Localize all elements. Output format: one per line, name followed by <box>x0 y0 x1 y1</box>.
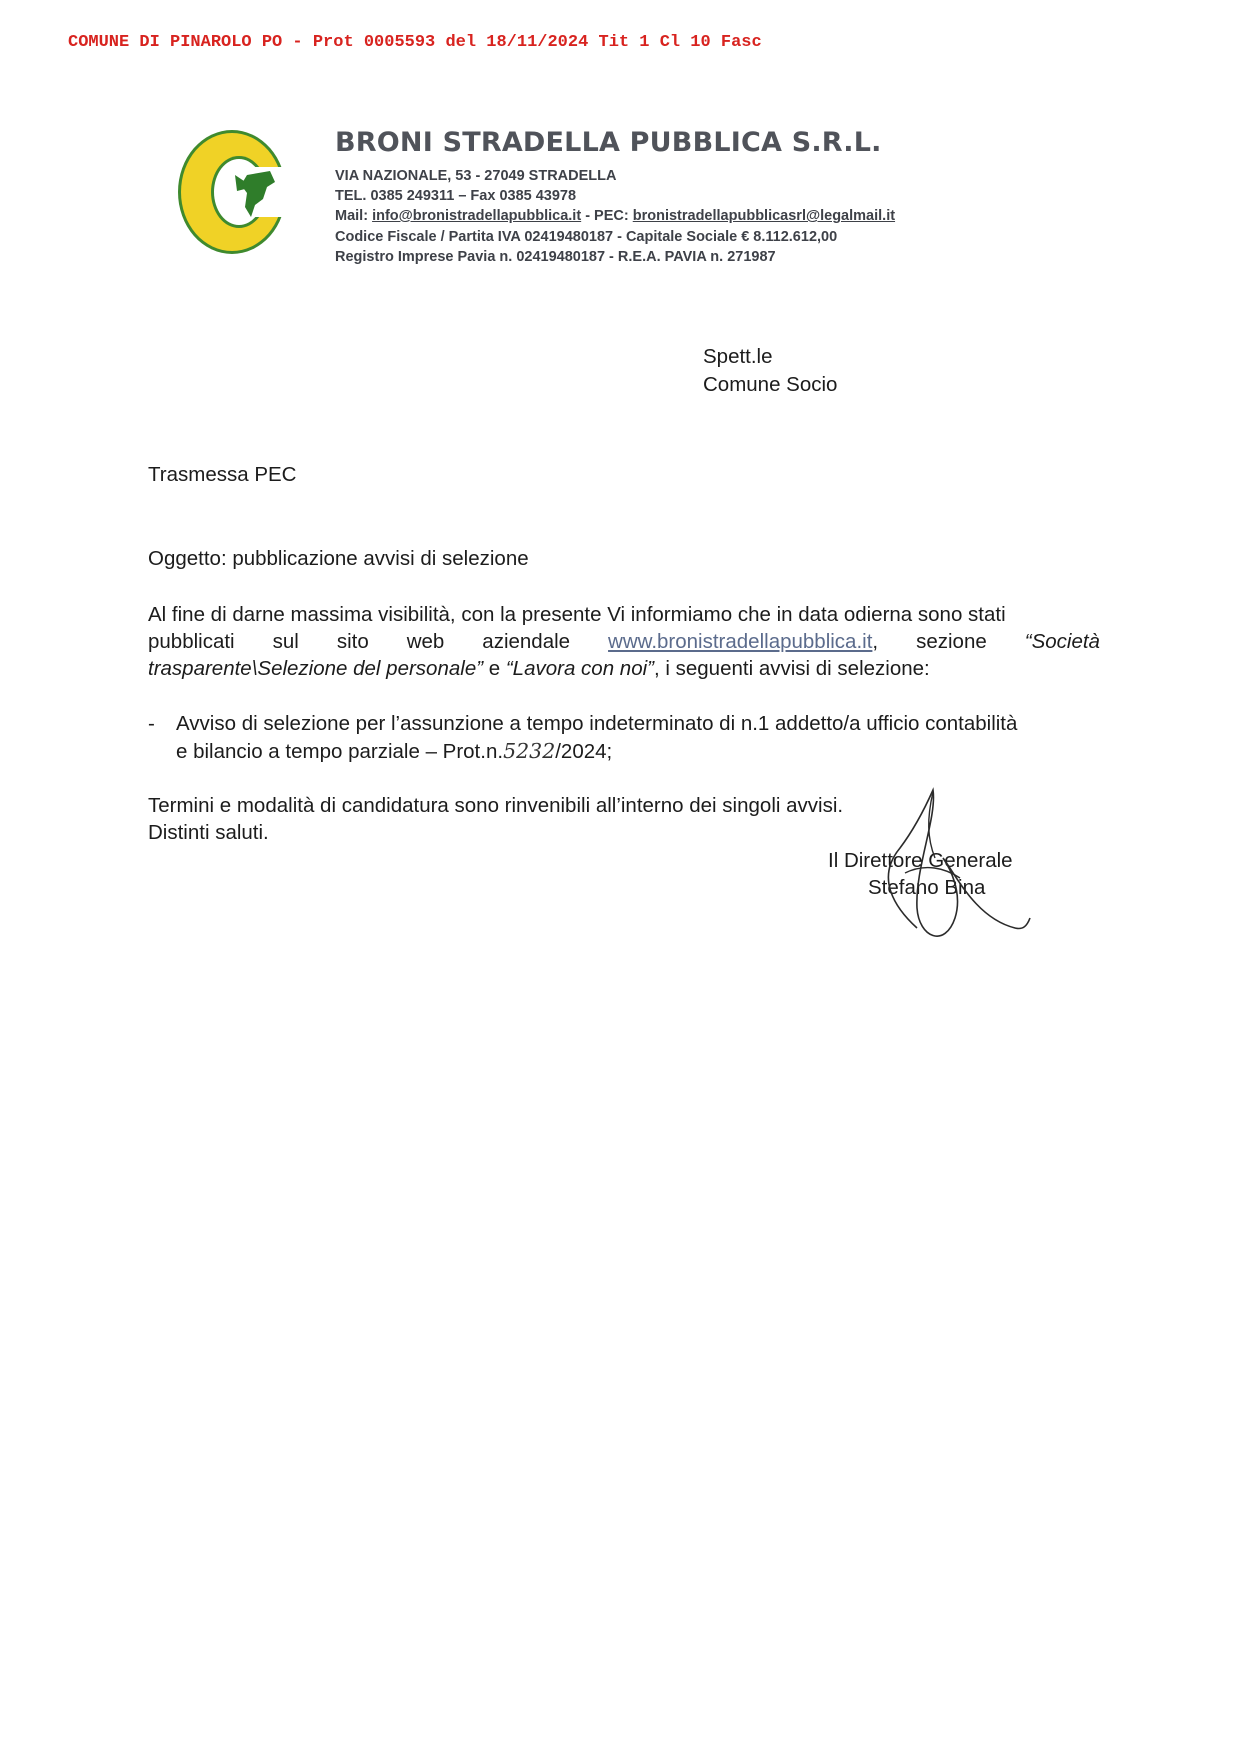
transmission-mode: Trasmessa PEC <box>148 463 297 486</box>
bullet-line-1: Avviso di selezione per l’assunzione a tempo indeterminato di n.1 addetto/a ufficio contabilità <box>176 712 1018 735</box>
recipient-name: Comune Socio <box>703 373 838 396</box>
website-link[interactable]: www.bronistradellapubblica.it <box>608 630 873 653</box>
website-comma: , <box>872 630 879 653</box>
website-group <box>608 630 878 654</box>
mail-label: Mail: <box>335 208 373 224</box>
bullet-mark: - <box>148 712 155 735</box>
closing-greeting: Distinti saluti. <box>148 821 269 844</box>
company-address: VIA NAZIONALE, 53 - 27049 STRADELLA <box>335 168 617 184</box>
body-line-3-end: , i seguenti avvisi di selezione: <box>653 657 930 680</box>
body-word: aziendale <box>482 630 571 653</box>
recipient-salutation: Spett.le <box>703 345 773 368</box>
signatory-role: Il Direttore Generale <box>828 849 1013 872</box>
body-word: web <box>406 630 445 653</box>
handwritten-signature <box>855 778 1035 958</box>
company-contacts <box>335 208 895 224</box>
company-phone-fax: TEL. 0385 249311 – Fax 0385 43978 <box>335 188 577 204</box>
bullet-line-2 <box>176 739 612 764</box>
company-name: BRONI STRADELLA PUBBLICA S.R.L. <box>335 127 882 158</box>
body-word: sul <box>272 630 299 653</box>
closing-line-1: Termini e modalità di candidatura sono rinvenibili all’interno dei singoli avvisi. <box>148 794 844 817</box>
body-word: sito <box>336 630 369 653</box>
bullet-line-2-start: e bilancio a tempo parziale – Prot.n. <box>176 740 504 763</box>
company-logo <box>175 127 290 257</box>
section-name-end: trasparente\Selezione del personale” <box>148 657 484 680</box>
pec-link[interactable]: bronistradellapubblicasrl@legalmail.it <box>632 208 896 224</box>
section-name-start: “Società <box>1024 630 1100 653</box>
body-word: sezione <box>916 630 987 653</box>
body-word: pubblicati <box>148 630 235 653</box>
protocol-stamp: COMUNE DI PINAROLO PO - Prot 0005593 del 18/11/2024 Tit 1 Cl 10 Fasc <box>68 33 762 52</box>
pec-label: - PEC: <box>581 208 633 224</box>
bullet-line-2-end: /2024; <box>555 740 613 763</box>
body-line-1: Al fine di darne massima visibilità, con la presente Vi informiamo che in data odierna sono stati <box>148 603 1006 626</box>
signatory-name: Stefano Bina <box>868 876 986 899</box>
body-line-3 <box>148 657 1100 681</box>
section-name-2: “Lavora con noi” <box>505 657 654 680</box>
company-registry: Registro Imprese Pavia n. 02419480187 - R.E.A. PAVIA n. 271987 <box>335 249 776 265</box>
letter-subject: Oggetto: pubblicazione avvisi di selezione <box>148 547 529 570</box>
body-line-2 <box>148 630 1100 654</box>
handwritten-protocol-number: 5232 <box>503 739 556 763</box>
mail-link[interactable]: info@bronistradellapubblica.it <box>372 208 582 224</box>
conjunction: e <box>483 657 506 680</box>
company-tax-info: Codice Fiscale / Partita IVA 02419480187 - Capitale Sociale € 8.112.612,00 <box>335 229 838 245</box>
